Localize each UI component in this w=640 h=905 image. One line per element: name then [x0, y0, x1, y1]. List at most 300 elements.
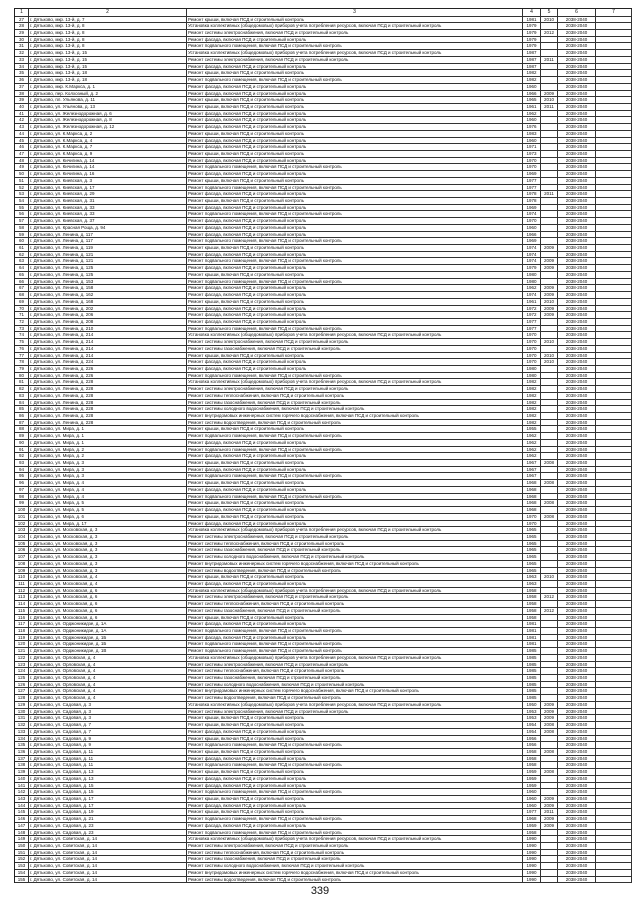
row-number-cell: 82	[15, 386, 29, 392]
row-number-cell: 120	[15, 641, 29, 647]
period-cell: 2038-2040	[558, 406, 596, 412]
year-built-cell: 1990	[523, 836, 541, 842]
period-cell: 2038-2040	[558, 205, 596, 211]
work-type-cell: Ремонт фасада, включая ПСД и строительный контроль	[187, 366, 523, 372]
year-repair-cell: 2010	[541, 359, 558, 365]
table-row	[15, 70, 632, 77]
work-type-cell: Ремонт подвального помещения, включая ПСД и строительный контроль	[187, 816, 523, 822]
table-row	[15, 191, 632, 198]
table-row	[15, 30, 632, 37]
year-built-cell: 1972	[523, 312, 541, 318]
work-type-cell: Ремонт системы холодного водоснабжения, включая ПСД и строительный контроль	[187, 406, 523, 412]
table-row	[15, 467, 632, 474]
table-row	[15, 232, 632, 239]
work-type-cell: Ремонт системы теплоснабжения, включая ПСД и строительный контроль	[187, 850, 523, 856]
row-number-cell: 73	[15, 326, 29, 332]
period-cell: 2038-2040	[558, 480, 596, 486]
work-type-cell: Ремонт системы теплоснабжения, включая ПСД и строительный контроль	[187, 601, 523, 607]
year-built-cell: 1958	[523, 762, 541, 768]
year-repair-cell	[541, 527, 558, 533]
address-cell: г. Дятьково, ул. Орловская, д. 4	[29, 675, 187, 681]
empty-cell	[596, 453, 632, 459]
empty-cell	[596, 521, 632, 527]
table-row	[15, 178, 632, 185]
row-number-cell: 140	[15, 776, 29, 782]
row-number-cell: 31	[15, 43, 29, 49]
work-type-cell: Ремонт крыши, включая ПСД и строительный контроль	[187, 715, 523, 721]
year-built-cell: 1970	[523, 521, 541, 527]
row-number-cell: 81	[15, 379, 29, 385]
table-row	[15, 37, 632, 44]
work-type-cell: Ремонт фасада, включая ПСД и строительный контроль	[187, 144, 523, 150]
year-built-cell: 1970	[523, 514, 541, 520]
row-number-cell: 47	[15, 151, 29, 157]
empty-cell	[596, 628, 632, 634]
period-cell: 2038-2040	[558, 870, 596, 876]
period-cell: 2038-2040	[558, 373, 596, 379]
year-built-cell: 1962	[523, 433, 541, 439]
year-repair-cell	[541, 413, 558, 419]
period-cell: 2038-2040	[558, 682, 596, 688]
empty-cell	[596, 836, 632, 842]
year-built-cell: 1980	[523, 279, 541, 285]
period-cell: 2038-2040	[558, 688, 596, 694]
work-type-cell: Ремонт фасада, включая ПСД и строительный контроль	[187, 252, 523, 258]
year-built-cell: 1979	[523, 30, 541, 36]
year-built-cell: 1972	[523, 306, 541, 312]
work-type-cell: Ремонт фасада, включая ПСД и строительный контроль	[187, 467, 523, 473]
work-type-cell: Ремонт крыши, включая ПСД и строительный контроль	[187, 749, 523, 755]
work-type-cell: Ремонт фасада, включая ПСД и строительный контроль	[187, 64, 523, 70]
year-repair-cell	[541, 393, 558, 399]
period-cell: 2038-2040	[558, 621, 596, 627]
period-cell: 2038-2040	[558, 816, 596, 822]
period-cell: 2038-2040	[558, 568, 596, 574]
address-cell: г. Дятьково, ул. Мира, д. 1	[29, 440, 187, 446]
work-type-cell: Ремонт фасада, включая ПСД и строительный контроль	[187, 205, 523, 211]
table-row	[15, 870, 632, 877]
year-repair-cell	[541, 621, 558, 627]
address-cell: г. Дятьково, ул. Мира, д. 6	[29, 514, 187, 520]
empty-cell	[596, 608, 632, 614]
year-built-cell: 1958	[523, 594, 541, 600]
period-cell: 2038-2040	[558, 245, 596, 251]
row-number-cell: 146	[15, 816, 29, 822]
year-repair-cell: 2012	[541, 30, 558, 36]
work-type-cell: Ремонт подвального помещения, включая ПСД и строительный контроль	[187, 830, 523, 836]
empty-cell	[596, 762, 632, 768]
row-number-cell: 138	[15, 762, 29, 768]
address-cell: г. Дятьково, ул. Орловская, д. 4	[29, 695, 187, 701]
empty-cell	[596, 198, 632, 204]
work-type-cell: Ремонт крыши, включая ПСД и строительный контроль	[187, 245, 523, 251]
address-cell: г. Дятьково, ул. Киевская, д. 33	[29, 205, 187, 211]
work-type-cell: Ремонт подвального помещения, включая ПСД и строительный контроль	[187, 258, 523, 264]
year-built-cell: 1974	[523, 292, 541, 298]
year-built-cell: 1959	[523, 783, 541, 789]
year-repair-cell	[541, 171, 558, 177]
work-type-cell: Ремонт крыши, включая ПСД и строительный контроль	[187, 722, 523, 728]
year-repair-cell	[541, 641, 558, 647]
work-type-cell: Ремонт фасада, включая ПСД и строительный контроль	[187, 285, 523, 291]
table-row	[15, 574, 632, 581]
year-built-cell: 1968	[523, 487, 541, 493]
address-cell: г. Дятьково, ул. Московская, д. 3	[29, 527, 187, 533]
table-row	[15, 279, 632, 286]
address-cell: г. Дятьково, ул. Садовая, д. 17	[29, 796, 187, 802]
period-cell: 2038-2040	[558, 225, 596, 231]
address-cell: г. Дятьково, ул. Советская, д. 14	[29, 850, 187, 856]
year-repair-cell	[541, 185, 558, 191]
work-type-cell: Ремонт подвального помещения, включая ПСД и строительный контроль	[187, 789, 523, 795]
table-row	[15, 406, 632, 413]
year-built-cell: 1982	[523, 420, 541, 426]
table-row	[15, 97, 632, 104]
year-repair-cell	[541, 366, 558, 372]
work-type-cell: Ремонт фасада, включая ПСД и строительный контроль	[187, 756, 523, 762]
year-repair-cell	[541, 138, 558, 144]
address-cell: г. Дятьково, ул. Мира, д. 17	[29, 521, 187, 527]
address-cell: г. Дятьково, ул. Московская, д. 3	[29, 554, 187, 560]
row-number-cell: 52	[15, 185, 29, 191]
period-cell: 2038-2040	[558, 554, 596, 560]
table-row	[15, 43, 632, 50]
work-type-cell: Ремонт системы газоснабжения, включая ПСД и строительный контроль	[187, 400, 523, 406]
address-cell: г. Дятьково, ул. Ленина, д. 228	[29, 386, 187, 392]
address-cell: г. Дятьково, ул. Орловская, д. 4	[29, 682, 187, 688]
year-built-cell: 1959	[523, 776, 541, 782]
row-number-cell: 56	[15, 211, 29, 217]
row-number-cell: 154	[15, 870, 29, 876]
year-repair-cell	[541, 843, 558, 849]
year-built-cell: 1981	[523, 17, 541, 23]
row-number-cell: 65	[15, 272, 29, 278]
year-repair-cell	[541, 440, 558, 446]
address-cell: г. Дятьково, ул. К.Маркса, д. 2	[29, 131, 187, 137]
period-cell: 2038-2040	[558, 500, 596, 506]
period-cell: 2038-2040	[558, 17, 596, 23]
empty-cell	[596, 373, 632, 379]
work-type-cell: Ремонт крыши, включая ПСД и строительный контроль	[187, 769, 523, 775]
address-cell: г. Дятьково, ул. Советская, д. 14	[29, 877, 187, 883]
work-type-cell: Ремонт подвального помещения, включая ПСД и строительный контроль	[187, 211, 523, 217]
address-cell: г. Дятьково, ул. Советская, д. 14	[29, 863, 187, 869]
work-type-cell: Установка коллективных (общедомовых) приборов учета потребления ресурсов, включая ПСД и строительный контроль	[187, 836, 523, 842]
work-type-cell: Ремонт крыши, включая ПСД и строительный контроль	[187, 272, 523, 278]
period-cell: 2038-2040	[558, 668, 596, 674]
table-row	[15, 211, 632, 218]
table-row	[15, 353, 632, 360]
table-row	[15, 359, 632, 366]
year-built-cell: 1981	[523, 628, 541, 634]
address-cell: г. Дятьково, ул. Орловская, д. 4	[29, 668, 187, 674]
period-cell: 2038-2040	[558, 131, 596, 137]
row-number-cell: 130	[15, 709, 29, 715]
year-repair-cell	[541, 279, 558, 285]
empty-cell	[596, 588, 632, 594]
table-row	[15, 104, 632, 111]
period-cell: 2038-2040	[558, 487, 596, 493]
address-cell: г. Дятьково, ул. Московская, д. 3	[29, 534, 187, 540]
address-cell: г. Дятьково, ул. Ленина, д. 117	[29, 232, 187, 238]
period-cell: 2038-2040	[558, 393, 596, 399]
empty-cell	[596, 393, 632, 399]
work-type-cell: Ремонт фасада, включая ПСД и строительный контроль	[187, 729, 523, 735]
year-built-cell: 1970	[523, 346, 541, 352]
address-cell: г. Дятьково, ул. К.Маркса, д. 9	[29, 151, 187, 157]
address-cell: г. Дятьково, ул. Садовая, д. 17	[29, 803, 187, 809]
row-number-cell: 39	[15, 97, 29, 103]
period-cell: 2038-2040	[558, 104, 596, 110]
empty-cell	[596, 346, 632, 352]
year-repair-cell	[541, 433, 558, 439]
row-number-cell: 110	[15, 574, 29, 580]
year-repair-cell: 2009	[541, 702, 558, 708]
row-number-cell: 94	[15, 467, 29, 473]
year-built-cell: 1980	[523, 366, 541, 372]
year-repair-cell	[541, 373, 558, 379]
row-number-cell: 71	[15, 312, 29, 318]
year-repair-cell: 2008	[541, 514, 558, 520]
table-row	[15, 440, 632, 447]
year-built-cell: 1965	[523, 527, 541, 533]
year-built-cell: 1974	[523, 258, 541, 264]
address-cell: г. Дятьково, ул. Орджоникидзе, д. 1Б	[29, 641, 187, 647]
period-cell: 2038-2040	[558, 138, 596, 144]
empty-cell	[596, 400, 632, 406]
period-cell: 2038-2040	[558, 440, 596, 446]
year-repair-cell	[541, 426, 558, 432]
table-row	[15, 84, 632, 91]
address-cell: г. Дятьково, ул. Мира, д. 2	[29, 453, 187, 459]
empty-cell	[596, 218, 632, 224]
page-number: 339	[310, 885, 330, 897]
row-number-cell: 145	[15, 809, 29, 815]
work-type-cell: Ремонт подвального помещения, включая ПСД и строительный контроль	[187, 433, 523, 439]
work-type-cell: Ремонт системы газоснабжения, включая ПСД и строительный контроль	[187, 856, 523, 862]
year-built-cell: 1960	[523, 225, 541, 231]
empty-cell	[596, 386, 632, 392]
table-row	[15, 433, 632, 440]
period-cell: 2038-2040	[558, 541, 596, 547]
work-type-cell: Ремонт крыши, включая ПСД и строительный контроль	[187, 796, 523, 802]
row-number-cell: 102	[15, 521, 29, 527]
period-cell: 2038-2040	[558, 843, 596, 849]
table-row	[15, 285, 632, 292]
table-row	[15, 635, 632, 642]
empty-cell	[596, 574, 632, 580]
year-repair-cell	[541, 789, 558, 795]
work-type-cell: Ремонт подвального помещения, включая ПСД и строительный контроль	[187, 628, 523, 634]
year-built-cell: 1955	[523, 426, 541, 432]
address-cell: г. Дятьково, ул. Московская, д. 6	[29, 594, 187, 600]
address-cell: г. Дятьково, ул. Ленина, д. 214	[29, 332, 187, 338]
row-number-cell: 35	[15, 70, 29, 76]
year-repair-cell: 2008	[541, 460, 558, 466]
year-built-cell: 1960	[523, 789, 541, 795]
table-row	[15, 23, 632, 30]
work-type-cell: Ремонт системы водоотведения, включая ПСД и строительный контроль	[187, 420, 523, 426]
year-built-cell: 1981	[523, 635, 541, 641]
year-repair-cell	[541, 507, 558, 513]
year-repair-cell: 2008	[541, 500, 558, 506]
address-cell: г. Дятьково, ул. Ленина, д. 208	[29, 319, 187, 325]
work-type-cell: Ремонт фасада, включая ПСД и строительный контроль	[187, 117, 523, 123]
table-row	[15, 480, 632, 487]
row-number-cell: 28	[15, 23, 29, 29]
work-type-cell: Ремонт системы водоотведения, включая ПСД и строительный контроль	[187, 568, 523, 574]
year-built-cell: 1982	[523, 400, 541, 406]
empty-cell	[596, 675, 632, 681]
row-number-cell: 67	[15, 285, 29, 291]
year-built-cell: 1960	[523, 138, 541, 144]
table-row	[15, 507, 632, 514]
work-type-cell: Ремонт фасада, включая ПСД и строительный контроль	[187, 265, 523, 271]
table-row	[15, 299, 632, 306]
year-repair-cell: 2009	[541, 265, 558, 271]
work-type-cell: Ремонт системы электроснабжения, включая ПСД и строительный контроль	[187, 594, 523, 600]
year-built-cell: 1981	[523, 641, 541, 647]
row-number-cell: 80	[15, 373, 29, 379]
year-built-cell: 1970	[523, 158, 541, 164]
empty-cell	[596, 84, 632, 90]
table-row	[15, 702, 632, 709]
year-repair-cell	[541, 675, 558, 681]
year-repair-cell	[541, 742, 558, 748]
empty-cell	[596, 460, 632, 466]
row-number-cell: 101	[15, 514, 29, 520]
empty-cell	[596, 514, 632, 520]
work-type-cell: Ремонт системы газоснабжения, включая ПСД и строительный контроль	[187, 547, 523, 553]
table-row	[15, 111, 632, 118]
empty-cell	[596, 23, 632, 29]
address-cell: г. Дятьково, ул. Московская, д. 3	[29, 561, 187, 567]
row-number-cell: 134	[15, 736, 29, 742]
period-cell: 2038-2040	[558, 521, 596, 527]
table-row	[15, 292, 632, 299]
empty-cell	[596, 138, 632, 144]
row-number-cell: 125	[15, 675, 29, 681]
year-repair-cell: 2009	[541, 709, 558, 715]
year-built-cell: 1990	[523, 870, 541, 876]
period-cell: 2038-2040	[558, 561, 596, 567]
empty-cell	[596, 709, 632, 715]
year-built-cell: 1961	[523, 299, 541, 305]
table-row	[15, 306, 632, 313]
table-row	[15, 373, 632, 380]
year-repair-cell	[541, 158, 558, 164]
table-row	[15, 736, 632, 743]
table-row	[15, 312, 632, 319]
period-cell: 2038-2040	[558, 413, 596, 419]
empty-cell	[596, 306, 632, 312]
year-repair-cell	[541, 252, 558, 258]
year-built-cell: 1953	[523, 715, 541, 721]
year-built-cell: 1959	[523, 823, 541, 829]
row-number-cell: 79	[15, 366, 29, 372]
year-built-cell: 1990	[523, 877, 541, 883]
row-number-cell: 61	[15, 245, 29, 251]
year-built-cell: 1965	[523, 547, 541, 553]
year-built-cell: 1990	[523, 856, 541, 862]
year-built-cell: 1967	[523, 467, 541, 473]
row-number-cell: 64	[15, 265, 29, 271]
year-built-cell: 1982	[523, 379, 541, 385]
year-repair-cell	[541, 198, 558, 204]
work-type-cell: Ремонт системы электроснабжения, включая ПСД и строительный контроль	[187, 339, 523, 345]
table-row	[15, 749, 632, 756]
period-cell: 2038-2040	[558, 507, 596, 513]
year-repair-cell	[541, 581, 558, 587]
table-header-row	[15, 9, 632, 17]
year-built-cell: 1983	[523, 131, 541, 137]
table-row	[15, 198, 632, 205]
empty-cell	[596, 594, 632, 600]
table-row	[15, 850, 632, 857]
table-row	[15, 225, 632, 232]
year-repair-cell	[541, 850, 558, 856]
period-cell: 2038-2040	[558, 769, 596, 775]
address-cell: г. Дятьково, ул. Орджоникидзе, д. 1В	[29, 648, 187, 654]
table-row	[15, 124, 632, 131]
empty-cell	[596, 70, 632, 76]
empty-cell	[596, 265, 632, 271]
year-repair-cell: 2009	[541, 285, 558, 291]
empty-cell	[596, 238, 632, 244]
table-row	[15, 521, 632, 528]
year-repair-cell	[541, 836, 558, 842]
year-built-cell: 1963	[523, 574, 541, 580]
empty-cell	[596, 635, 632, 641]
row-number-cell: 43	[15, 124, 29, 130]
address-cell: г. Дятьково, ул. Кичигина, д. 14	[29, 164, 187, 170]
year-repair-cell	[541, 64, 558, 70]
year-repair-cell	[541, 756, 558, 762]
period-cell: 2038-2040	[558, 185, 596, 191]
address-cell: г. Дятьково, ул. Садовая, д. 13	[29, 776, 187, 782]
table-row	[15, 641, 632, 648]
period-cell: 2038-2040	[558, 326, 596, 332]
period-cell: 2038-2040	[558, 198, 596, 204]
period-cell: 2038-2040	[558, 467, 596, 473]
empty-cell	[596, 232, 632, 238]
empty-cell	[596, 426, 632, 432]
year-built-cell: 1973	[523, 151, 541, 157]
row-number-cell: 124	[15, 668, 29, 674]
row-number-cell: 85	[15, 406, 29, 412]
period-cell: 2038-2040	[558, 124, 596, 130]
year-repair-cell: 2009	[541, 306, 558, 312]
period-cell: 2038-2040	[558, 756, 596, 762]
empty-cell	[596, 870, 632, 876]
year-repair-cell: 2009	[541, 823, 558, 829]
empty-cell	[596, 823, 632, 829]
period-cell: 2038-2040	[558, 339, 596, 345]
work-type-cell: Ремонт системы газоснабжения, включая ПСД и строительный контроль	[187, 346, 523, 352]
empty-cell	[596, 164, 632, 170]
year-built-cell: 1979	[523, 265, 541, 271]
address-cell: г. Дятьково, ул. Московская, д. 4	[29, 581, 187, 587]
address-cell: г. Дятьково, ул. Мира, д. 1	[29, 433, 187, 439]
address-cell: г. Дятьково, ул. Мира, д. 1	[29, 426, 187, 432]
period-cell: 2038-2040	[558, 736, 596, 742]
table-row	[15, 171, 632, 178]
work-type-cell: Ремонт фасада, включая ПСД и строительный контроль	[187, 292, 523, 298]
year-built-cell: 1966	[523, 91, 541, 97]
row-number-cell: 131	[15, 715, 29, 721]
work-type-cell: Ремонт системы электроснабжения, включая ПСД и строительный контроль	[187, 662, 523, 668]
empty-cell	[596, 104, 632, 110]
